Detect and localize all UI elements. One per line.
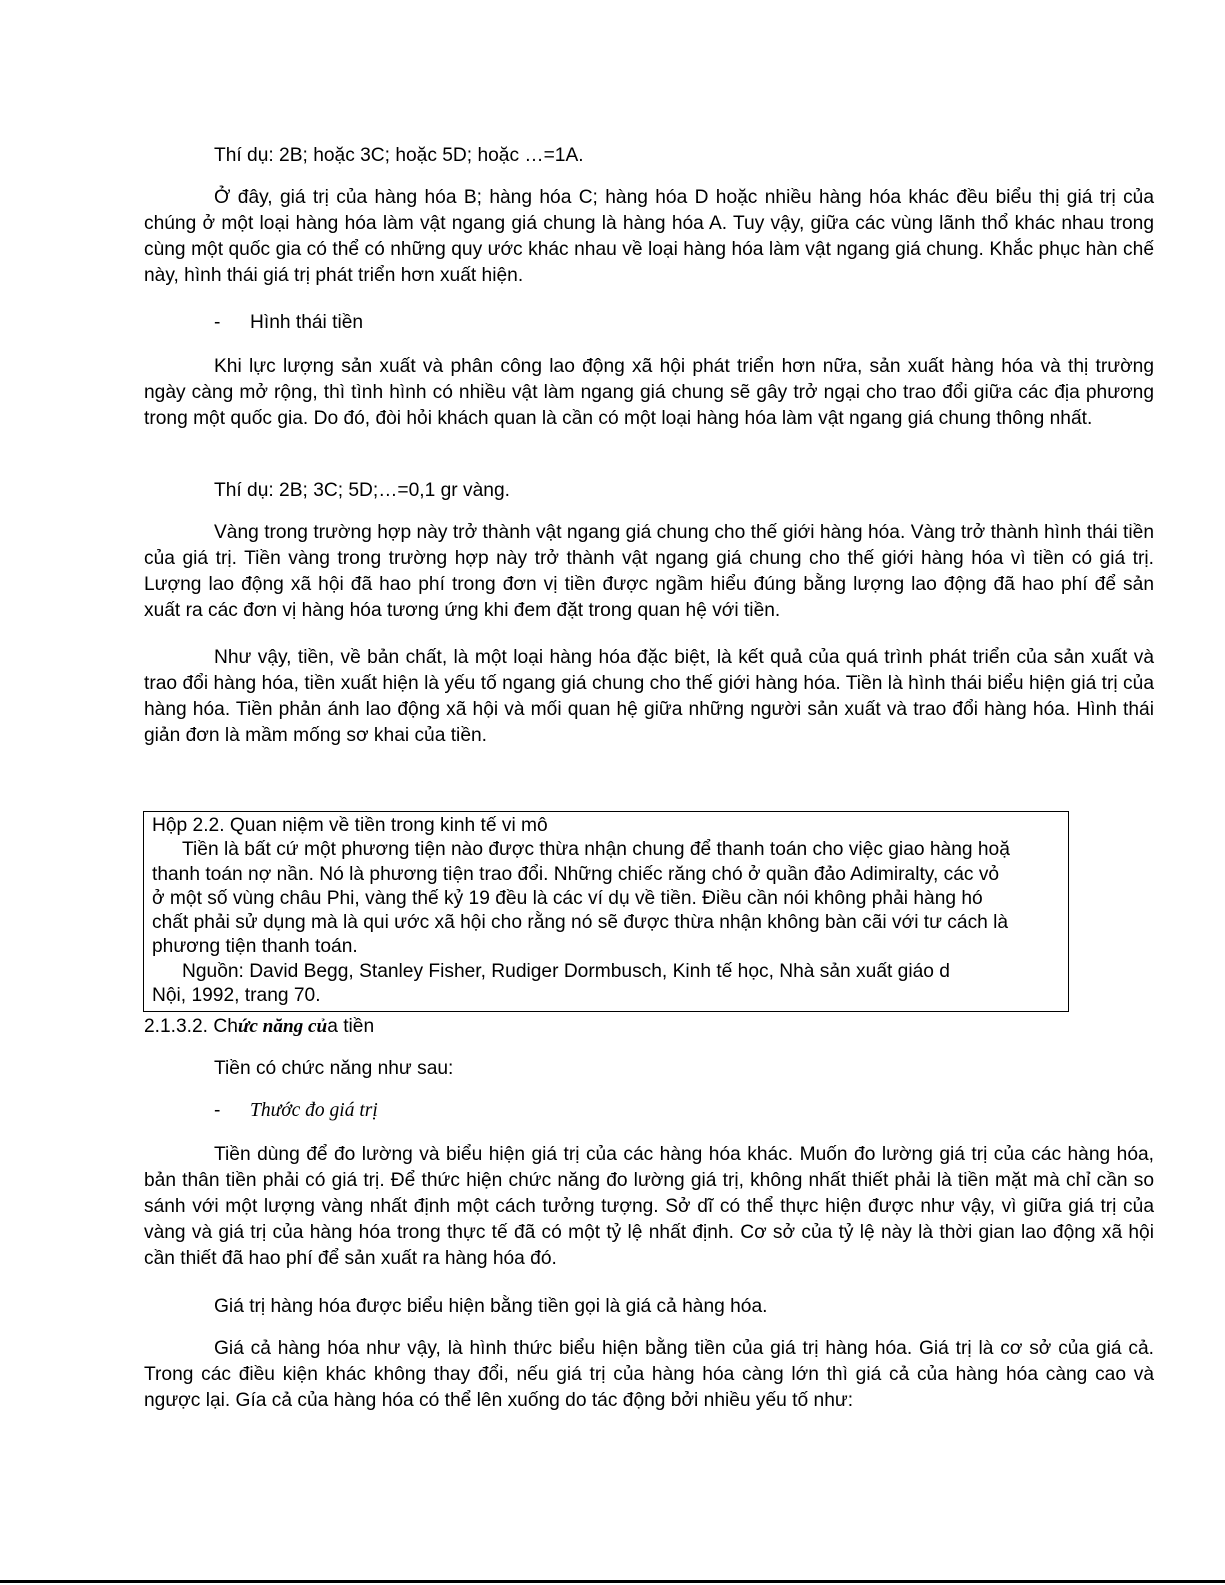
bullet-measure-of-value: [214, 1098, 814, 1124]
paragraph-nature-of-money: Như vậy, tiền, về bản chất, là một loại hàng hóa đặc biệt, là kết quả của quá trình phát triển của sản xuất và trao đổi hàng hóa, tiền xuất hiện là yếu tố ngang giá chung cho thế giới hàng hóa. Tiền là hình thái biểu hiện giá trị của hàng hóa. Tiền phản ánh lao động xã hội và mối quan hệ giữa những người sản xuất và trao đổi hàng hóa. Hình thái giản đơn là mầm mống sơ khai của tiền.: [144, 647, 1154, 746]
heading-rest: a tiền: [327, 1016, 375, 1037]
heading-emphasis: ức năng củ: [237, 1016, 328, 1037]
paragraph-functions-intro: Tiền có chức năng như sau:: [214, 1058, 454, 1079]
box-line: thanh toán nợ nần. Nó là phương tiện trao đổi. Những chiếc răng chó ở quần đảo Adimiralty, các vỏ: [152, 863, 1000, 885]
box-line: chất phải sử dụng mà là qui ước xã hội cho rằng nó sẽ được thừa nhận không bàn cãi với tư cách là: [152, 912, 1009, 934]
paragraph-equivalent-form: Ở đây, giá trị của hàng hóa B; hàng hóa C; hàng hóa D hoặc nhiều hàng hóa khác đều biểu thị giá trị của chúng ở một loại hàng hóa làm vật ngang giá chung là hàng hóa A. Tuy vậy, giữa các vùng lãnh thổ khác nhau trong cùng một quốc gia có thể có những quy ước khác nhau về loại hàng hóa làm vật ngang giá chung. Khắc phục hàn chế này, hình thái giá trị phát triển hơn xuất hiện.: [144, 187, 1154, 286]
heading-number: 2.1.3.2. Ch: [144, 1016, 238, 1037]
box-line: Tiền là bất cứ một phương tiện nào được thừa nhận chung để thanh toán cho việc giao hàng hoặ: [182, 839, 1010, 861]
paragraph-price-factors: Giá cả hàng hóa như vậy, là hình thức biểu hiện bằng tiền của giá trị hàng hóa. Giá trị là cơ sở của giá cả. Trong các điều kiện khác không thay đổi, nếu giá trị của hàng hóa càng lớn thì giá cả của hàng hóa càng cao và ngược lại. Gía cả của hàng hóa có thể lên xuống do tác động bởi nhiều yếu tố như:: [144, 1338, 1154, 1411]
paragraph-measure-of-value: Tiền dùng để đo lường và biểu hiện giá trị của các hàng hóa khác. Muốn đo lường giá trị của các hàng hóa, bản thân tiền phải có giá trị. Để thức hiện chức năng đo lường giá trị, không nhất thiết phải là tiền mặt mà chỉ cần so sánh với một lượng vàng nhất định một cách tưởng tượng. Sở dĩ có thể thực hiện được như vậy, vì giữa giá trị của vàng và giá trị của hàng hóa trong thực tế đã có một tỷ lệ nhất định. Cơ sở của tỷ lệ này là thời gian lao động xã hội cần thiết đã hao phí để sản xuất ra hàng hóa đó.: [144, 1144, 1154, 1269]
box-source: Nguồn: David Begg, Stanley Fisher, Rudiger Dormbusch, Kinh tế học, Nhà sản xuất giáo d: [182, 960, 950, 982]
bullet-dash: -: [214, 1100, 221, 1121]
info-box-2-2: [143, 811, 1069, 1012]
box-source-end: Nội, 1992, trang 70.: [152, 985, 321, 1007]
paragraph-gold: Vàng trong trường hợp này trở thành vật ngang giá chung cho thế giới hàng hóa. Vàng trở thành hình thái tiền của giá trị. Tiền vàng trong trường hợp này trở thành vật ngang giá chung cho thế giới hàng hóa vì tiền có giá trị. Lượng lao động xã hội đã hao phí trong đơn vị tiền được ngầm hiểu đúng bằng lượng lao động đã hao phí để sản xuất ra các đơn vị hàng hóa tương ứng khi đem đặt trong quan hệ với tiền.: [144, 522, 1154, 621]
bullet-dash: -: [214, 312, 221, 333]
example-paragraph-2: Thí dụ: 2B; 3C; 5D;…=0,1 gr vàng.: [214, 480, 510, 501]
page-bottom-border: [0, 1580, 1225, 1583]
bullet-money-form: [214, 310, 814, 336]
bullet-label: Thước đo giá trị: [250, 1100, 378, 1121]
box-line: ở một số vùng châu Phi, vàng thế kỷ 19 đều là các ví dụ về tiền. Điều cần nói không phải hàng hó: [152, 887, 983, 909]
paragraph-price-definition: Giá trị hàng hóa được biểu hiện bằng tiền gọi là giá cả hàng hóa.: [214, 1296, 768, 1317]
paragraph-production-forces: Khi lực lượng sản xuất và phân công lao động xã hội phát triển hơn nữa, sản xuất hàng hóa và thị trường ngày càng mở rộng, thì tình hình có nhiều vật làm ngang giá chung sẽ gây trở ngại cho trao đổi giữa các địa phương trong một quốc gia. Do đó, đòi hỏi khách quan là cần có một loại hàng hóa làm vật ngang giá chung thông nhất.: [144, 356, 1154, 429]
example-paragraph-1: Thí dụ: 2B; hoặc 3C; hoặc 5D; hoặc …=1A.: [214, 145, 584, 166]
box-line: phương tiện thanh toán.: [152, 936, 358, 958]
section-heading: [144, 1015, 374, 1039]
bullet-label: Hình thái tiền: [250, 312, 364, 333]
box-title: Hộp 2.2. Quan niệm về tiền trong kinh tế vi mô: [152, 815, 548, 836]
